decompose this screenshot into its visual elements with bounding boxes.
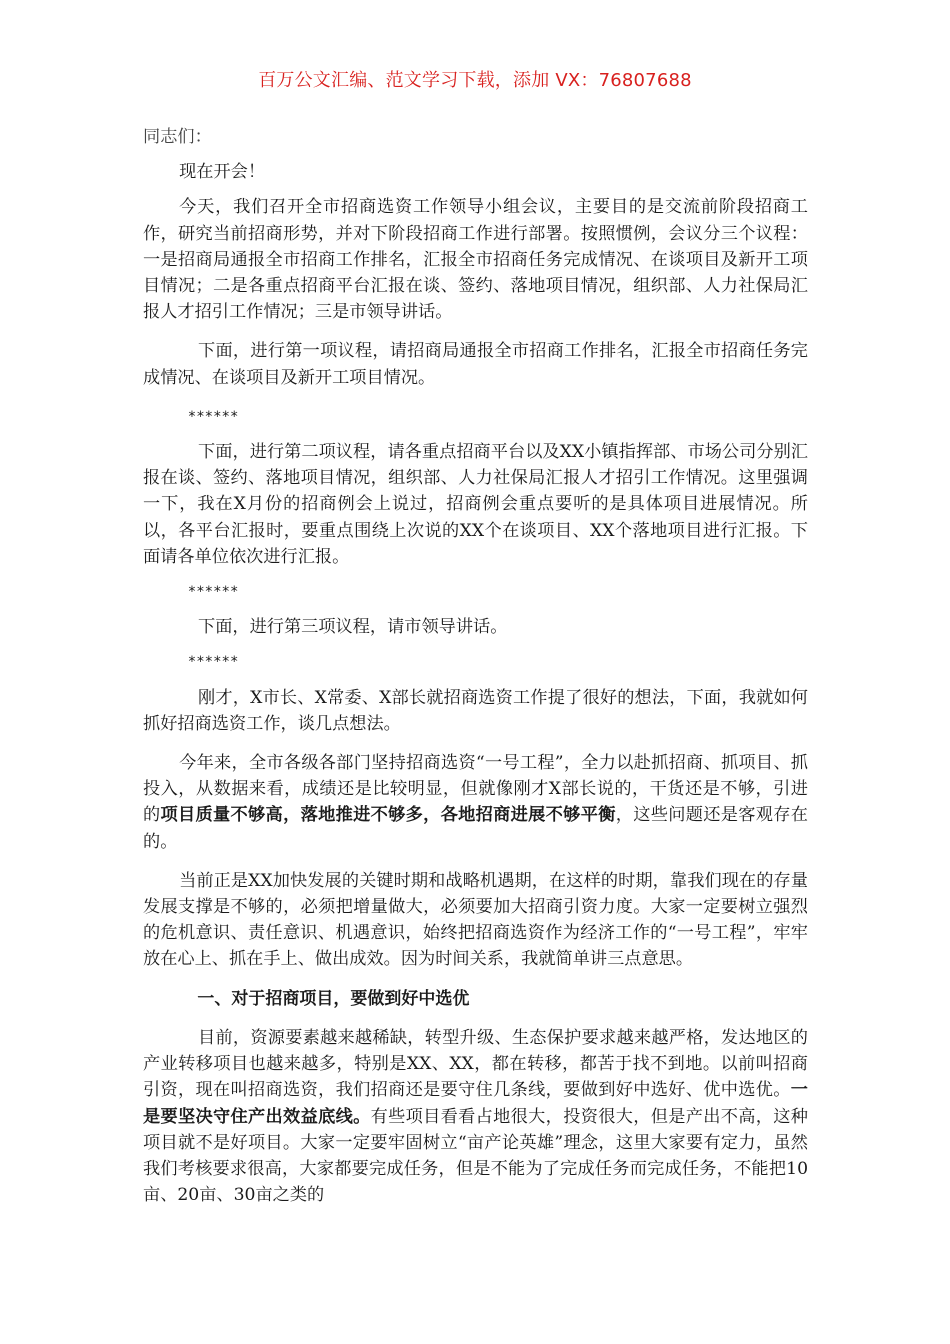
promo-banner: 百万公文汇编、范文学习下载，添加 VX：76807688 bbox=[258, 70, 692, 91]
opening-line: 现在开会！ bbox=[179, 162, 266, 183]
this-year-paragraph bbox=[143, 750, 808, 855]
separator-stars-2: ****** bbox=[187, 584, 239, 601]
agenda-2-paragraph: 下面，进行第二项议程，请各重点招商平台以及XX小镇指挥部、市场公司分别汇报在谈、签约、落地项目情况，组织部、人力社保局汇报人才招引工作情况。这里强调一下，我在X月份的招商例会上说过，招商例会重点要听的是具体项目进展情况。所以，各平台汇报时，要重点围绕上次说的XX个在谈项目、XX个落地项目进行汇报。下面请各单位依次进行汇报。 bbox=[143, 442, 808, 567]
current-period-paragraph: 当前正是XX加快发展的关键时期和战略机遇期，在这样的时期，靠我们现在的存量发展支撑是不够的，必须把增量做大，必须要加大招商引资力度。大家一定要树立强烈的危机意识、责任意识、机遇意识，始终把招商选资作为经济工作的“一号工程”，牢牢放在心上、抓在手上、做出成效。因为时间关系，我就简单讲三点意思。 bbox=[143, 870, 808, 970]
separator-stars-1: ****** bbox=[187, 408, 239, 425]
this-year-bold-text: 项目质量不够高，落地推进不够多，各地招商进展不够平衡 bbox=[160, 805, 616, 826]
agenda-1-paragraph: 下面，进行第一项议程，请招商局通报全市招商工作排名，汇报全市招商任务完成情况、在谈项目及新开工项目情况。 bbox=[143, 341, 808, 388]
intro-paragraph: 今天，我们召开全市招商选资工作领导小组会议，主要目的是交流前阶段招商工作，研究当前招商形势，并对下阶段招商工作进行部署。按照惯例，会议分三个议程：一是招商局通报全市招商工作排名，汇报全市招商任务完成情况、在谈项目及新开工项目情况；二是各重点招商平台汇报在谈、签约、落地项目情况，组织部、人力社保局汇报人才招引工作情况；三是市领导讲话。 bbox=[143, 197, 808, 323]
resources-text: 目前，资源要素越来越稀缺，转型升级、生态保护要求越来越严格，发达地区的产业转移项目也越来越多，特别是XX、XX，都在转移，都苦于找不到地。以前叫招商引资，现在叫招商选资，我们招商还是要守住几条线，要做到好中选好、优中选优。 bbox=[143, 1027, 808, 1101]
separator-stars-3: ****** bbox=[187, 654, 239, 671]
resources-text-end: 有些项目看看占地很大，投资很大，但是产出不高，这种项目就不是好项目。大家一定要牢固树立“亩产论英雄”理念，这里大家要有定力，虽然我们考核要求很高，大家都要完成任务，但是不能为了完成任务而完成任务，不能把10亩、20亩、30亩之类的 bbox=[143, 1106, 808, 1206]
this-year-text: 今年来，全市各级各部门坚持招商选资“一号工程”，全力以赴抓招商、抓项目、抓投入，从数据来看，成绩还是比较明显，但就像刚才X部长说的，干货还是不够，引进的 bbox=[143, 753, 808, 826]
salutation: 同志们： bbox=[143, 127, 212, 147]
document-body bbox=[143, 124, 808, 1208]
agenda-3-paragraph: 下面，进行第三项议程，请市领导讲话。 bbox=[198, 617, 508, 638]
resources-bold-text: 一是要坚决守住产出效益底线。 bbox=[143, 1080, 808, 1127]
section-heading-1: 一、对于招商项目，要做到好中选优 bbox=[197, 988, 470, 1009]
resources-paragraph bbox=[143, 1025, 808, 1208]
this-year-text-end: ，这些问题还是客观存在的。 bbox=[143, 805, 808, 852]
leader-remarks-paragraph: 刚才，X市长、X常委、X部长就招商选资工作提了很好的想法，下面，我就如何抓好招商选资工作，谈几点想法。 bbox=[143, 687, 808, 734]
